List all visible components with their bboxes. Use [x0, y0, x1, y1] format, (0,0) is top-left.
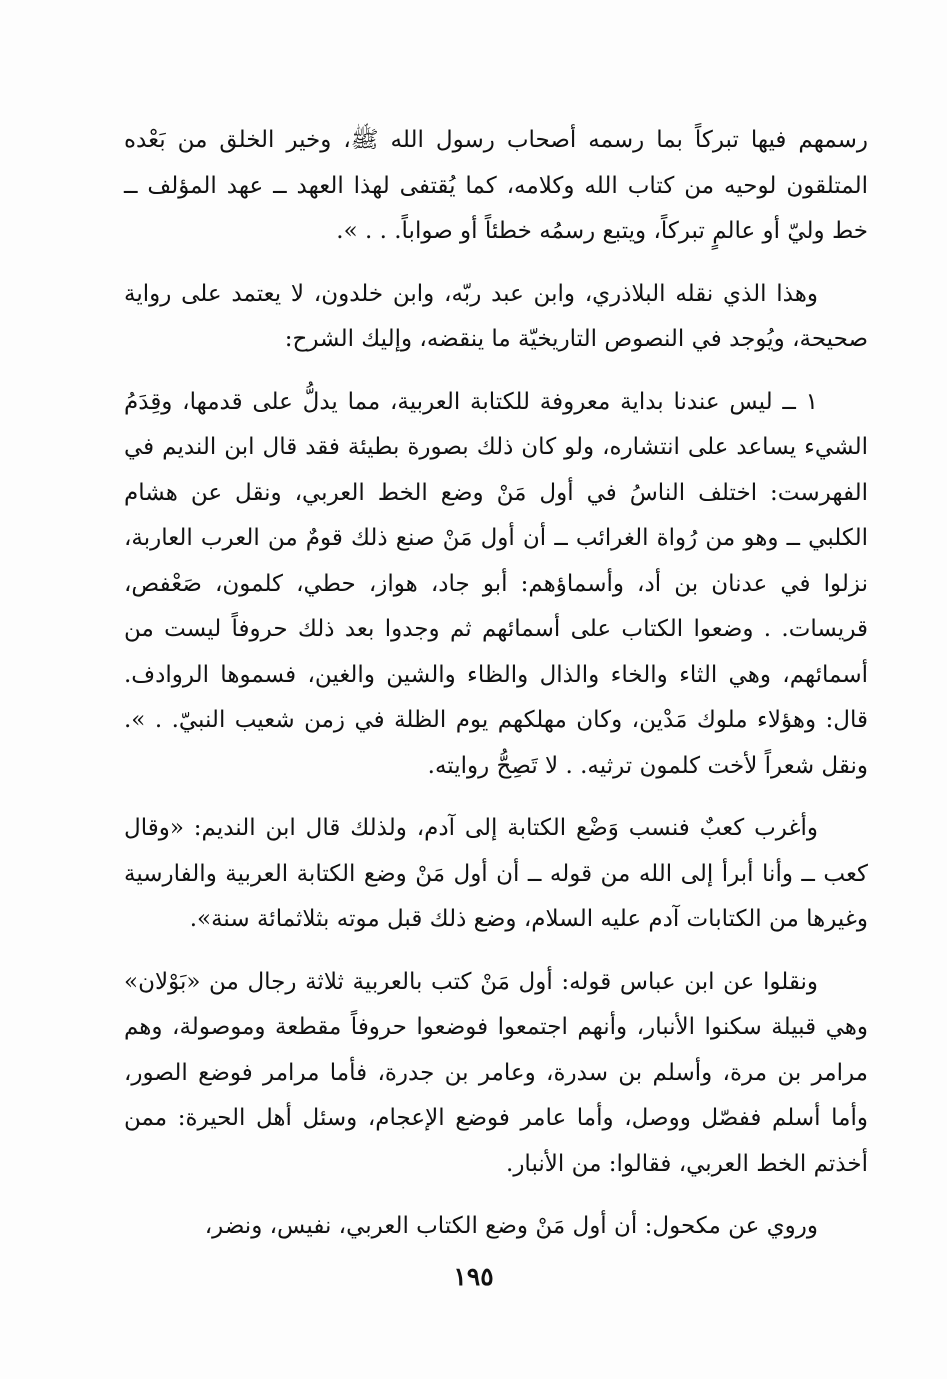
paragraph-kaab: وأغرب كعبٌ فنسب وَضْع الكتابة إلى آدم، ولذلك قال ابن النديم: «وقال كعب ــ وأنا أبرأ إلى الله من قوله ــ أن أول مَنْ وضع الكتابة العربية والفارسية وغيرها من الكتابات آدم عليه السلام، وضع ذلك قبل موته بثلاثمائة سنة». [124, 815, 868, 932]
paragraph-makhul: وروي عن مكحول: أن أول مَنْ وضع الكتاب العربي، نفيس، ونضر، [204, 1213, 818, 1239]
page-number: ١٩٥ [453, 1262, 494, 1291]
paragraph-point-one: ١ ــ ليس عندنا بداية معروفة للكتابة العربية، مما يدلُّ على قدمها، وقِدَمُ الشيء يساعد على انتشاره، ولو كان ذلك بصورة بطيئة فقد قال ابن النديم في الفهرست: اختلف الناسُ في أول مَنْ وضع الخط العربي، ونقل عن هشام الكلبي ــ وهو من رُواة الغرائب ــ أن أول مَنْ صنع ذلك قومٌ من العرب العاربة، نزلوا في عدنان بن أد، وأسماؤهم: أبو جاد، هواز، حطي، كلمون، صَعْفص، قريسات. . وضعوا الكتاب على أسمائهم ثم وجدوا بعد ذلك حروفاً ليست من أسمائهم، وهي الثاء والخاء والذال والظاء والشين والغين، فسموها الروادف. قال: وهؤلاء ملوك مَدْين، وكان مهلكهم يوم الظلة في زمن شعيب النبيّ. . ». ونقل شعراً لأخت كلمون ترثيه. . لا تَصِحُّ روايته. [124, 388, 868, 779]
body-text [124, 118, 868, 1250]
paragraph-continuation: رسمهم فيها تبركاً بما رسمه أصحاب رسول الله ﷺ، وخير الخلق من بَعْده المتلقون لوحيه من كتاب الله وكلامه، كما يُقتفى لهذا العهد ــ عهد المؤلف ــ خط وليّ أو عالمٍ تبركاً، ويتبع رسمُه خطئاً أو صواباً. . . ». [124, 127, 868, 244]
paragraph-ibn-abbas: ونقلوا عن ابن عباس قوله: أول مَنْ كتب بالعربية ثلاثة رجال من «بَوْلان» وهي قبيلة سكنوا الأنبار، وأنهم اجتمعوا فوضعوا حروفاً مقطعة وموصولة، وهم مرامر بن مرة، وأسلم بن سدرة، وعامر بن جدرة، فأما مرامر فوضع الصور، وأما أسلم ففصّل ووصل، وأما عامر فوضع الإعجام، وسئل أهل الحيرة: ممن أخذتم الخط العربي، فقالوا: من الأنبار. [124, 968, 868, 1177]
paragraph-baladhuri: وهذا الذي نقله البلاذري، وابن عبد ربّه، وابن خلدون، لا يعتمد على رواية صحيحة، ويُوجد في النصوص التاريخيّة ما ينقضه، وإليك الشرح: [124, 280, 868, 352]
